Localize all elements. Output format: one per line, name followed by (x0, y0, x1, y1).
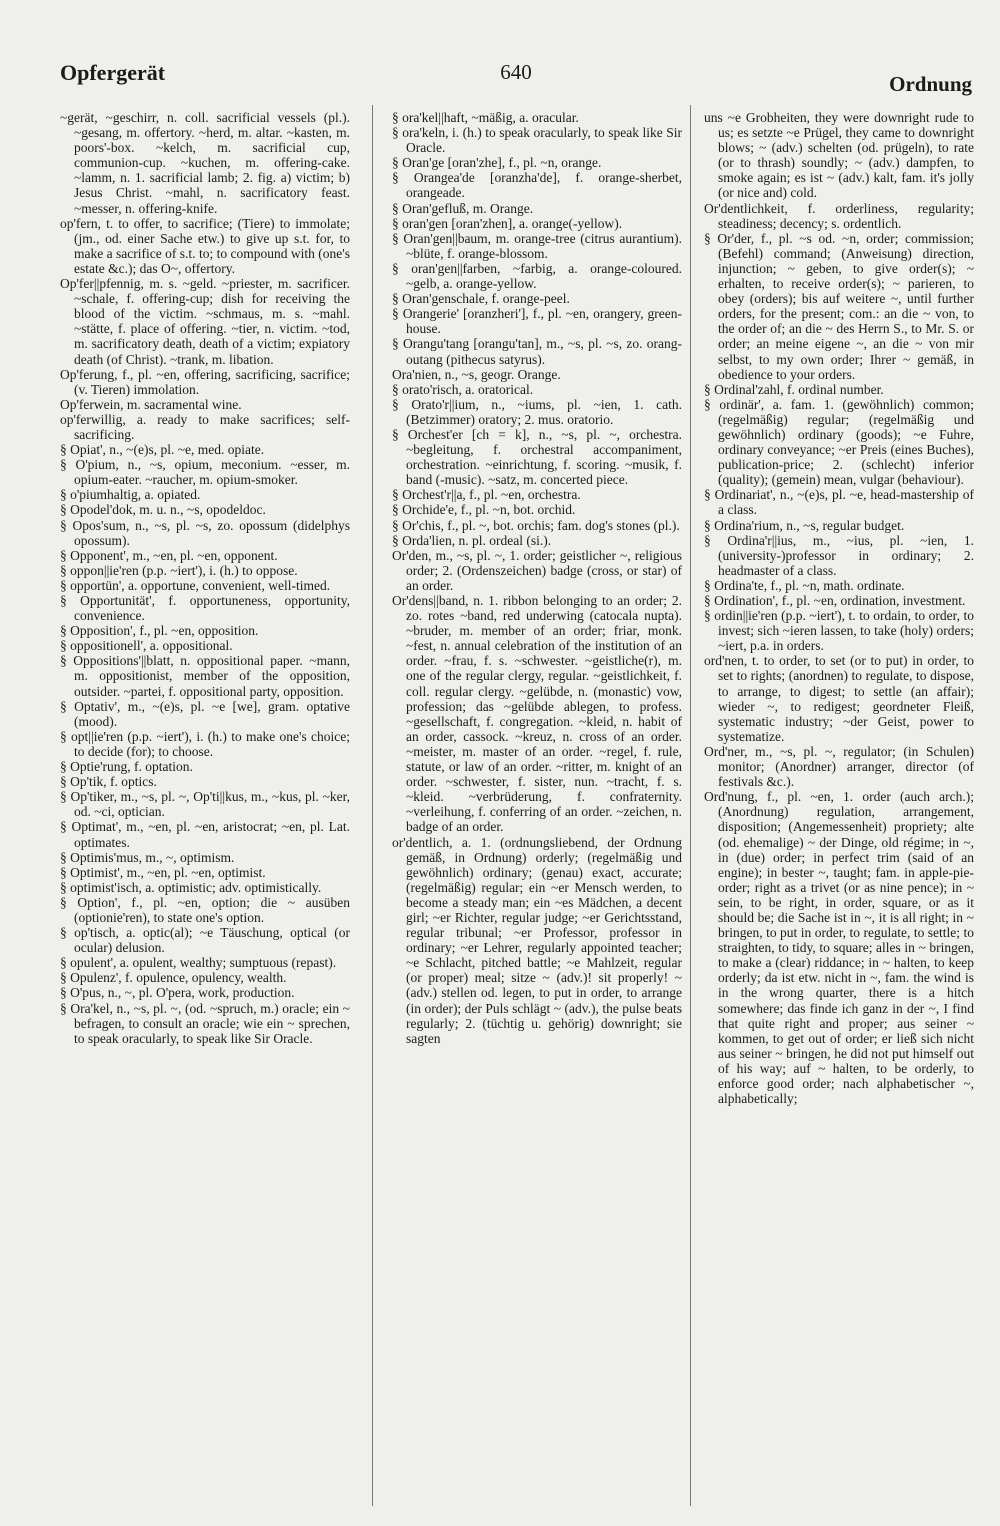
dictionary-entry: § Or'der, f., pl. ~s od. ~n, order; commission; (Befehl) command; (Anweisung) direction, injunction; ~ geben, to give order(s); ~ erhalten, to receive order(s); ~ parieren, to obey (orders); bis auf weitere ~, until further orders, for the present; com.: an die ~ von, to the order of; an die ~ des Herrn S., to Mr. S. or order; an meine eigene ~, an die ~ von mir selbst, to my own order; Ihrer ~ gemäß, in obedience to your orders. (704, 230, 974, 382)
dictionary-entry: § Orchest'r||a, f., pl. ~en, orchestra. (392, 487, 581, 503)
dictionary-entry: § oppositionell', a. oppositional. (60, 638, 233, 654)
dictionary-entry: § ora'keln, i. (h.) to speak oracularly, to speak like Sir Oracle. (392, 125, 682, 156)
dictionary-entry: § opportün', a. opportune, convenient, well-timed. (60, 577, 331, 593)
dictionary-entry: § Opodel'dok, m. u. n., ~s, opodeldoc. (60, 502, 266, 518)
dictionary-entry: Or'dens||band, n. 1. ribbon belonging to an order; 2. zo. rotes ~band, red underwing (catocala nupta). ~bruder, m. member of an order; friar, monk. ~fest, n. annual celebration of the institution of an order. ~frau, f. s. ~schwester. ~geistliche(r), m. one of the regular clergy, regular. ~geistlichkeit, f. coll. regular clergy. ~gelübde, n. (monastic) vow, profession; das ~gelübde ablegen, to profess. ~gesellschaft, f. congregation. ~kleid, n. habit of an order, cassock. ~kreuz, n. cross of an order. ~meister, m. master of an order. ~regel, f. rule, statute, or law of an order. ~ritter, m. knight of an order. ~schwester, f. sister, nun. ~tracht, f. s. ~kleid. ~verbrüderung, f. confraternity. ~verleihung, f. conferring of an order. ~zeichen, n. badge of an order. (392, 593, 682, 835)
dictionary-entry: § Ordinal'zahl, f. ordinal number. (704, 381, 884, 397)
dictionary-entry: § Or'chis, f., pl. ~, bot. orchis; fam. dog's stones (pl.). (392, 517, 680, 533)
dictionary-entry: § Optimist', m., ~en, pl. ~en, optimist. (60, 864, 266, 880)
dictionary-entry: § ordin||ie'ren (p.p. ~iert'), t. to ordain, to order, to invest; sich ~ieren lassen, to take (holy) orders; ~iert, p.a. in orders. (704, 608, 974, 654)
dictionary-entry: § Opiat', n., ~(e)s, pl. ~e, med. opiate. (60, 442, 265, 458)
dictionary-entry: § Ordina'r||ius, m., ~ius, pl. ~ien, 1. (university-)professor in ordinary; 2. headmaster of a class. (704, 532, 974, 578)
dictionary-entry: Op'fer||pfennig, m. s. ~geld. ~priester, m. sacrificer. ~schale, f. offering-cup; dish for receiving the blood of the victim. ~schmaus, m. s. ~mahl. ~stätte, f. place of offering. ~tier, n. victim. ~tod, m. sacrificatory death, death of a victim; expiatory death (of Christ). ~trank, m. libation. (60, 276, 350, 367)
dictionary-entry: § Optimat', m., ~en, pl. ~en, aristocrat; ~en, pl. Lat. optimates. (60, 819, 350, 850)
dictionary-entry: § opulent', a. opulent, wealthy; sumptuous (repast). (60, 955, 337, 971)
dictionary-entry: § Opportunität', f. opportuneness, opportunity, convenience. (60, 593, 350, 624)
dictionary-entry: § Oran'genschale, f. orange-peel. (392, 291, 570, 307)
column-divider (372, 105, 373, 1506)
dictionary-entry: or'dentlich, a. 1. (ordnungsliebend, der Ordnung gemäß, in Ordnung) orderly; (regelmäßig und gewöhnlich) ordinary; (genau) exact, accurate; (regelmäßig) regular; ein ~er Mensch werden, to become a steady man; ein ~es Mädchen, a decent girl; ~er Richter, regular judge; ~er Gerichtsstand, regular tribunal; ~er Professor, professor in ordinary; ~er Lehrer, regularly appointed teacher; ~e Schlacht, pitched battle; ~e Mahlzeit, regular (or proper) meal; sitze ~ (adv.)! sit properly! ~ (adv.) stellen od. legen, to put in order, to arrange (in order); der Puls schlägt ~ (adv.), the pulse beats regularly; 2. (tüchtig u. gehörig) downright; sie sagten (392, 834, 682, 1046)
dictionary-entry: § Op'tiker, m., ~s, pl. ~, Op'ti||kus, m., ~kus, pl. ~ker, od. ~ci, optician. (60, 789, 350, 820)
dictionary-entry: § oran'gen||farben, ~farbig, a. orange-coloured. ~gelb, a. orange-yellow. (392, 260, 682, 292)
dictionary-entry: Op'ferung, f., pl. ~en, offering, sacrificing, sacrifice; (v. Tieren) immolation. (60, 366, 350, 397)
dictionary-entry: Ord'nung, f., pl. ~en, 1. order (auch arch.); (Anordnung) regulation, arrangement, disposition; (Angemessenheit) propriety; alte (od. ehemalige) ~ der Dinge, old régime; in ~, in (due) order; in perfect trim (said of an engine); in bester ~, taught; fam. in apple-pie-order; right as a trivet (or as nine pence); in ~ sein, to be right, in order, square, or as it should be; die Sache ist in ~, it is all right; in ~ bringen, to put in order, to regulate, to settle; to straighten, to tidy, to square; alles in ~ bringen, to make a (clear) riddance; in ~ halten, to keep orderly; da ist etw. nicht in ~, fam. the wind is in the wrong quarter, there is a hitch somewhere; das finde ich ganz in der ~, I find that quite right and proper; aus seiner ~ kommen, to get out of order; er ließ sich nicht aus seiner ~ bringen, he did not put himself out of his way; auf ~ halten, to be orderly, to enforce good order; nach alphabetischer ~, alphabetically; (704, 789, 974, 1107)
dictionary-entry: § Optie'rung, f. optation. (60, 759, 193, 775)
header-left-word: Opfergerät (60, 60, 166, 85)
dictionary-entry: op'fern, t. to offer, to sacrifice; (Tiere) to immolate; (jm., od. einer Sache etw.) to give up s.t. for, to make a sacrifice of s.t. to; to compound with (one's estate &c.); das O~, offertory. (60, 215, 350, 276)
dictionary-entry: ord'nen, t. to order, to set (or to put) in order, to set to rights; (anordnen) to regulate, to dispose, to arrange, to digest; to settle (an affair); wieder ~, to redigest; geordneter Fleiß, systematic industry; ~der Geist, power to systematize. (704, 653, 974, 744)
dictionary-entry: § opt||ie'ren (p.p. ~iert'), i. (h.) to make one's choice; to decide (for); to choose. (60, 728, 350, 759)
dictionary-entry: § Orangerie' [oranzheri'], f., pl. ~en, orangery, green-house. (392, 306, 682, 337)
dictionary-entry: § Opos'sum, n., ~s, pl. ~s, zo. opossum (didelphys opossum). (60, 517, 350, 548)
dictionary-entry: § oppon||ie'ren (p.p. ~iert'), i. (h.) to oppose. (60, 562, 298, 578)
dictionary-entry: § Ordina'te, f., pl. ~n, math. ordinate. (704, 577, 905, 593)
dictionary-entry: § ordinär', a. fam. 1. (gewöhnlich) common; (regelmäßig) regular; (regelmäßig und gewöhnlich) ordinary (goods); ~e Fuhre, ordinary conveyance; ~er Preis (eines Buches), publication-price; 2. (schlecht) inferior (quality); (gemein) mean, vulgar (behaviour). (704, 396, 974, 488)
dictionary-entry: uns ~e Grobheiten, they were downright rude to us; es setzte ~e Prügel, they came to downright blows; ~ (adv.) schelten (od. prügeln), to rate (or to thrash) soundly; ~ (adv.) dampfen, to smoke again; es ist ~ (adv.) kalt, fam. it's jolly (or nice and) cold. (704, 110, 974, 201)
dictionary-entry: Or'dentlichkeit, f. orderliness, regularity; steadiness; decency; s. ordentlich. (704, 200, 974, 231)
dictionary-entry: § Orangu'tang [orangu'tan], m., ~s, pl. ~s, zo. orang-outang (pithecus satyrus). (392, 336, 682, 367)
dictionary-entry: § Opulenz', f. opulence, opulency, wealth. (60, 970, 287, 986)
dictionary-entry: § orato'risch, a. oratorical. (392, 381, 534, 397)
dictionary-entry: Ora'nien, n., ~s, geogr. Orange. (392, 366, 561, 382)
dictionary-entry: Ord'ner, m., ~s, pl. ~, regulator; (in Schulen) monitor; (Anordner) arranger, director (of festivals &c.). (704, 743, 974, 790)
dictionary-entry: op'ferwillig, a. ready to make sacrifices; self-sacrificing. (60, 411, 350, 442)
dictionary-entry: § Ora'kel, n., ~s, pl. ~, (od. ~spruch, m.) oracle; ein ~ befragen, to consult an oracle; wie ein ~ sprechen, to speak oracularly, to speak like Sir Oracle. (60, 1000, 350, 1046)
dictionary-entry: § optimist'isch, a. optimistic; adv. optimistically. (60, 879, 322, 895)
dictionary-entry: § Oran'gen||baum, m. orange-tree (citrus aurantium). ~blüte, f. orange-blossom. (392, 230, 682, 261)
dictionary-entry: § Opponent', m., ~en, pl. ~en, opponent. (60, 547, 278, 563)
column-middle (392, 110, 682, 1514)
dictionary-entry: § Ordinariat', n., ~(e)s, pl. ~e, head-mastership of a class. (704, 487, 974, 518)
header-right-word: Ordnung (889, 72, 972, 96)
dictionary-entry: ~gerät, ~geschirr, n. coll. sacrificial vessels (pl.). ~gesang, m. offertory. ~herd, m. altar. ~kasten, m. poors'-box. ~kelch, m. sacrificial cup, communion-cup. ~kuchen, m. offering-cake. ~lamm, n. 1. sacrificial lamb; 2. fig. a) victim; b) Jesus Christ. ~mahl, n. sacrificatory feast. ~messer, n. offering-knife. (60, 110, 350, 216)
dictionary-entry: Or'den, m., ~s, pl. ~, 1. order; geistlicher ~, religious order; 2. (Ordenszeichen) badge (cross, or star) of an order. (392, 547, 682, 593)
dictionary-entry: § Option', f., pl. ~en, option; die ~ ausüben (optionie'ren), to state one's option. (60, 894, 350, 925)
dictionary-entry: § Opposition', f., pl. ~en, opposition. (60, 623, 259, 639)
column-divider (690, 105, 691, 1506)
dictionary-entry: § Oran'ge [oran'zhe], f., pl. ~n, orange. (392, 155, 602, 171)
dictionary-entry: § op'tisch, a. optic(al); ~e Täuschung, optical (or ocular) delusion. (60, 925, 350, 956)
dictionary-entry: § Oran'gefluß, m. Orange. (392, 200, 534, 216)
dictionary-entry: § Optativ', m., ~(e)s, pl. ~e [we], gram. optative (mood). (60, 698, 350, 729)
dictionary-entry: § Orda'lien, n. pl. ordeal (si.). (392, 532, 552, 548)
dictionary-entry: § Op'tik, f. optics. (60, 774, 157, 790)
dictionary-entry: § Optimis'mus, m., ~, optimism. (60, 849, 235, 865)
dictionary-entry: Op'ferwein, m. sacramental wine. (60, 396, 242, 412)
dictionary-entry: § Orchide'e, f., pl. ~n, bot. orchid. (392, 502, 576, 518)
dictionary-entry: § o'piumhaltig, a. opiated. (60, 487, 201, 503)
running-header (60, 60, 972, 100)
dictionary-entry: § Oppositions'||blatt, n. oppositional paper. ~mann, m. oppositionist, member of the opposition, outsider. ~partei, f. oppositional party, opposition. (60, 653, 350, 699)
page-number: 640 (500, 60, 532, 84)
column-left (60, 110, 350, 1514)
dictionary-entry: § Ordina'rium, n., ~s, regular budget. (704, 517, 905, 533)
dictionary-entry: § Orchest'er [ch = k], n., ~s, pl. ~, orchestra. ~begleitung, f. orchestral accompaniment, orchestration. ~einrichtung, f. scoring. ~musik, f. band (-music). ~satz, m. concerted piece. (392, 426, 682, 488)
column-right (704, 110, 974, 1514)
dictionary-entry: § O'pium, n., ~s, opium, meconium. ~esser, m. opium-eater. ~raucher, m. opium-smoker. (60, 457, 350, 488)
dictionary-entry: § ora'kel||haft, ~mäßig, a. oracular. (392, 110, 579, 125)
dictionary-entry: § Orato'r||ium, n., ~iums, pl. ~ien, 1. cath. (Betzimmer) oratory; 2. mus. oratorio. (392, 396, 682, 427)
dictionary-entry: § oran'gen [oran'zhen], a. orange(-yellow). (392, 215, 623, 231)
dictionary-entry: § O'pus, n., ~, pl. O'pera, work, production. (60, 985, 295, 1001)
dictionary-entry: § Ordination', f., pl. ~en, ordination, investment. (704, 593, 966, 608)
dictionary-entry: § Orangea'de [oranzha'de], f. orange-sherbet, orangeade. (392, 170, 682, 201)
